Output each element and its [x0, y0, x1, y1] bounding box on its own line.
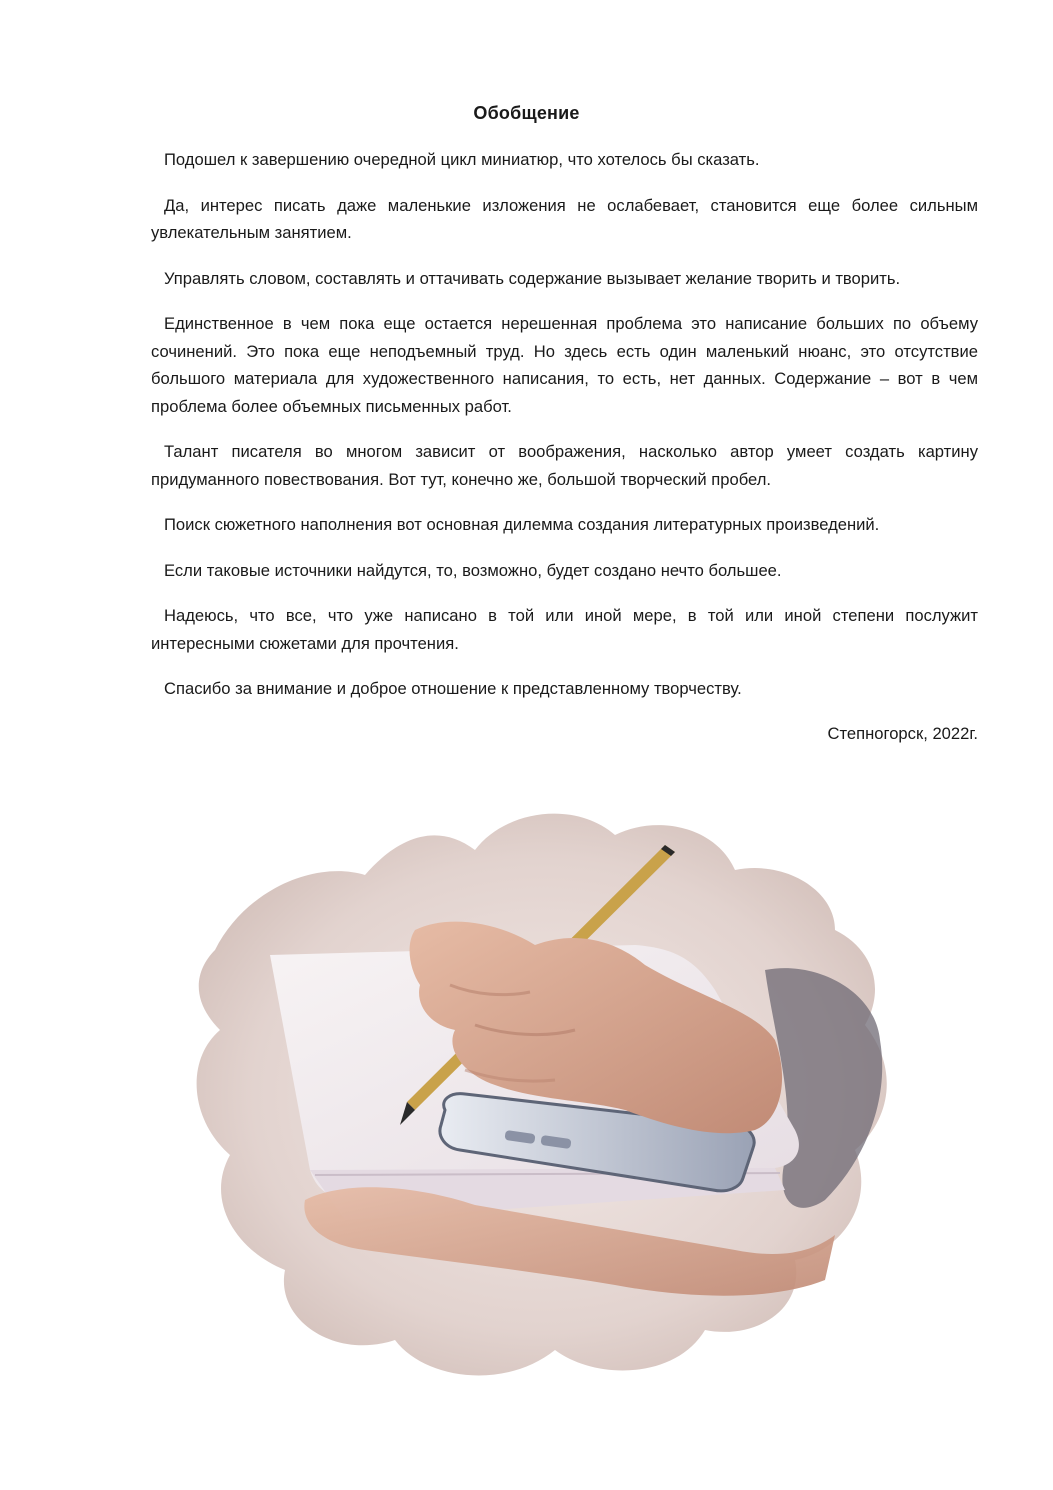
- paragraph-1: Подошел к завершению очередной цикл миниатюр, что хотелось бы сказать.: [164, 150, 760, 169]
- paragraph-8: Надеюсь, что все, что уже написано в той или иной мере, в той или иной степени послужит интересными сюжетами для прочтения.: [151, 606, 978, 653]
- paragraph-4: Единственное в чем пока еще остается нерешенная проблема это написание больших по объему сочинений. Это пока еще неподъемный труд. Но здесь есть один маленький нюанс, это отсутствие большого материала для художественного написания, то есть, нет данных. Содержание – вот в чем проблема более объемных письменных работ.: [151, 314, 978, 416]
- hand-writing-with-pencil-illustration: [175, 780, 915, 1420]
- body-text: [151, 146, 978, 721]
- paragraph-7: Если таковые источники найдутся, то, возможно, будет создано нечто большее.: [164, 560, 782, 580]
- paragraph-3: Управлять словом, составлять и оттачивать содержание вызывает желание творить и творить.: [164, 268, 901, 288]
- paragraph-6: Поиск сюжетного наполнения вот основная дилемма создания литературных произведений.: [164, 515, 880, 534]
- paragraph-5: Талант писателя во многом зависит от воображения, насколько автор умеет создать картину придуманного повествования. Вот тут, конечно же, большой творческий пробел.: [151, 442, 978, 489]
- signature: Степногорск, 2022г.: [827, 724, 978, 743]
- paragraph-2: Да, интерес писать даже маленькие изложения не ослабевает, становится еще более сильным увлекательным занятием.: [151, 195, 978, 242]
- page-title: Обобщение: [473, 103, 580, 123]
- paragraph-9: Спасибо за внимание и доброе отношение к представленному творчеству.: [164, 679, 742, 698]
